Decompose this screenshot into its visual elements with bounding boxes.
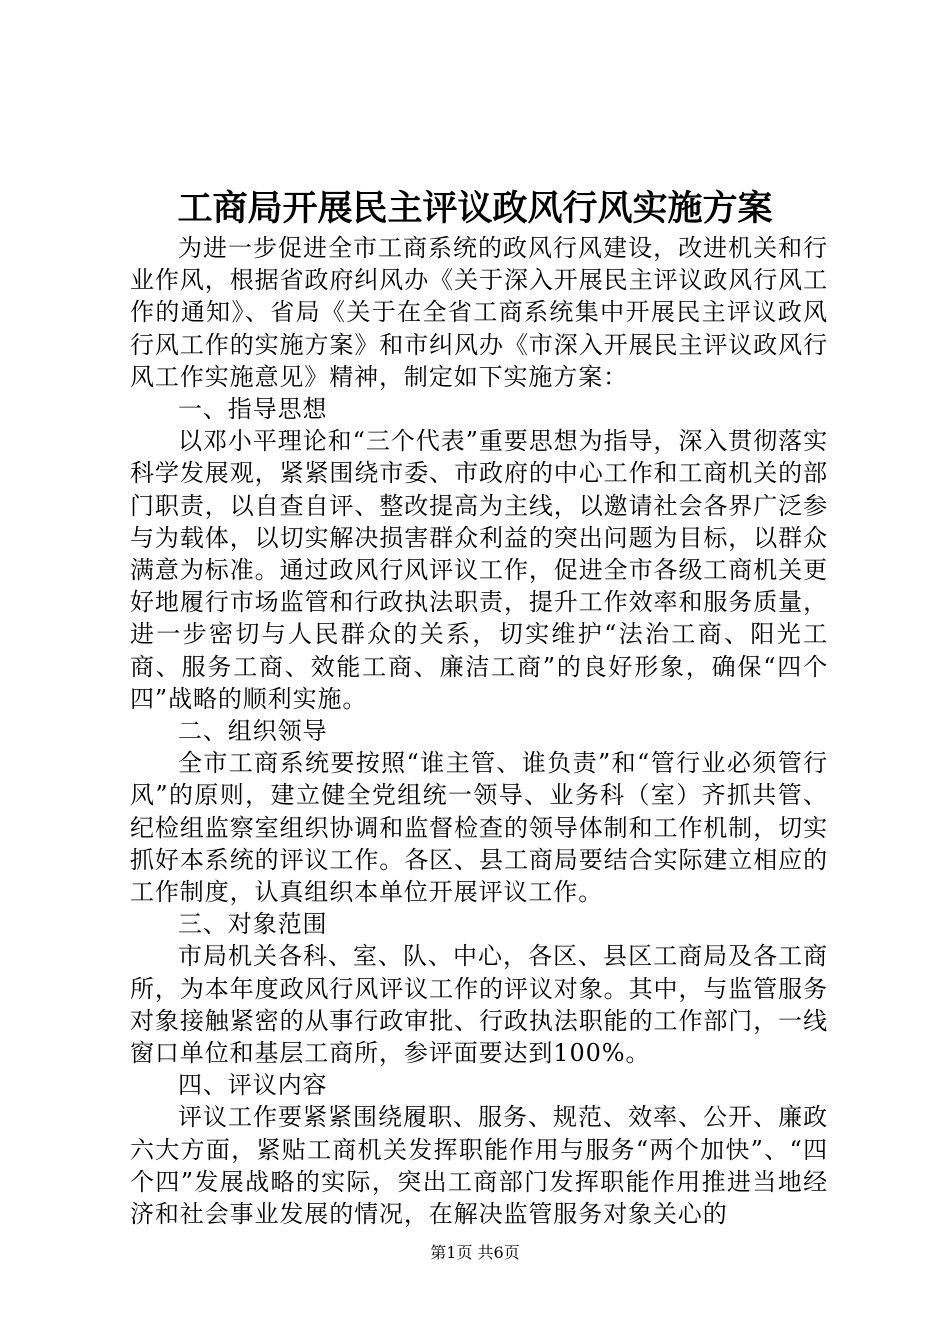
section-heading-organization: 二、组织领导 [178,717,328,746]
section-body-content: 评议工作要紧紧围绕履职、服务、规范、效率、公开、廉政六大方面，紧贴工商机关发挥职能作用与服务“两个加快”、“四个四”发展战略的实际，突出工商部门发挥职能作用推进当地经济和社会事业发展的情况，在解决监管服务对象关心的 [130,1103,828,1229]
section-body-scope: 市局机关各科、室、队、中心，各区、县区工商局及各工商所，为本年度政风行风评议工作的评议对象。其中，与监管服务对象接触紧密的从事行政审批、行政执法职能的工作部门，一线窗口单位和基层工商所，参评面要达到100%。 [130,942,828,1068]
section-heading-guiding-thought: 一、指导思想 [178,395,328,424]
page-number-footer: 第1页 共6页 [430,1243,520,1262]
document-title: 工商局开展民主评议政风行风实施方案 [177,188,773,229]
intro-paragraph: 为进一步促进全市工商系统的政风行风建设，改进机关和行业作风，根据省政府纠风办《关于深入开展民主评议政风行风工作的通知》、省局《关于在全省工商系统集中开展民主评议政风行风工作的实施方案》和市纠风办《市深入开展民主评议政风行风工作实施意见》精神，制定如下实施方案： [130,234,828,391]
section-heading-content: 四、评议内容 [178,1071,328,1100]
section-heading-scope: 三、对象范围 [178,910,328,939]
document-body [130,232,828,1230]
section-body-organization: 全市工商系统要按照“谁主管、谁负责”和“管行业必须管行风”的原则，建立健全党组统一领导、业务科（室）齐抓共管、纪检组监察室组织协调和监督检查的领导体制和工作机制，切实抓好本系统的评议工作。各区、县工商局要结合实际建立相应的工作制度，认真组织本单位开展评议工作。 [130,749,828,907]
section-body-guiding-thought: 以邓小平理论和“三个代表”重要思想为指导，深入贯彻落实科学发展观，紧紧围绕市委、市政府的中心工作和工商机关的部门职责，以自查自评、整改提高为主线，以邀请社会各界广泛参与为载体，以切实解决损害群众利益的突出问题为目标，以群众满意为标准。通过政风行风评议工作，促进全市各级工商机关更好地履行市场监管和行政执法职责，提升工作效率和服务质量，进一步密切与人民群众的关系，切实维护“法治工商、阳光工商、服务工商、效能工商、廉洁工商”的良好形象，确保“四个四”战略的顺利实施。 [130,427,828,713]
